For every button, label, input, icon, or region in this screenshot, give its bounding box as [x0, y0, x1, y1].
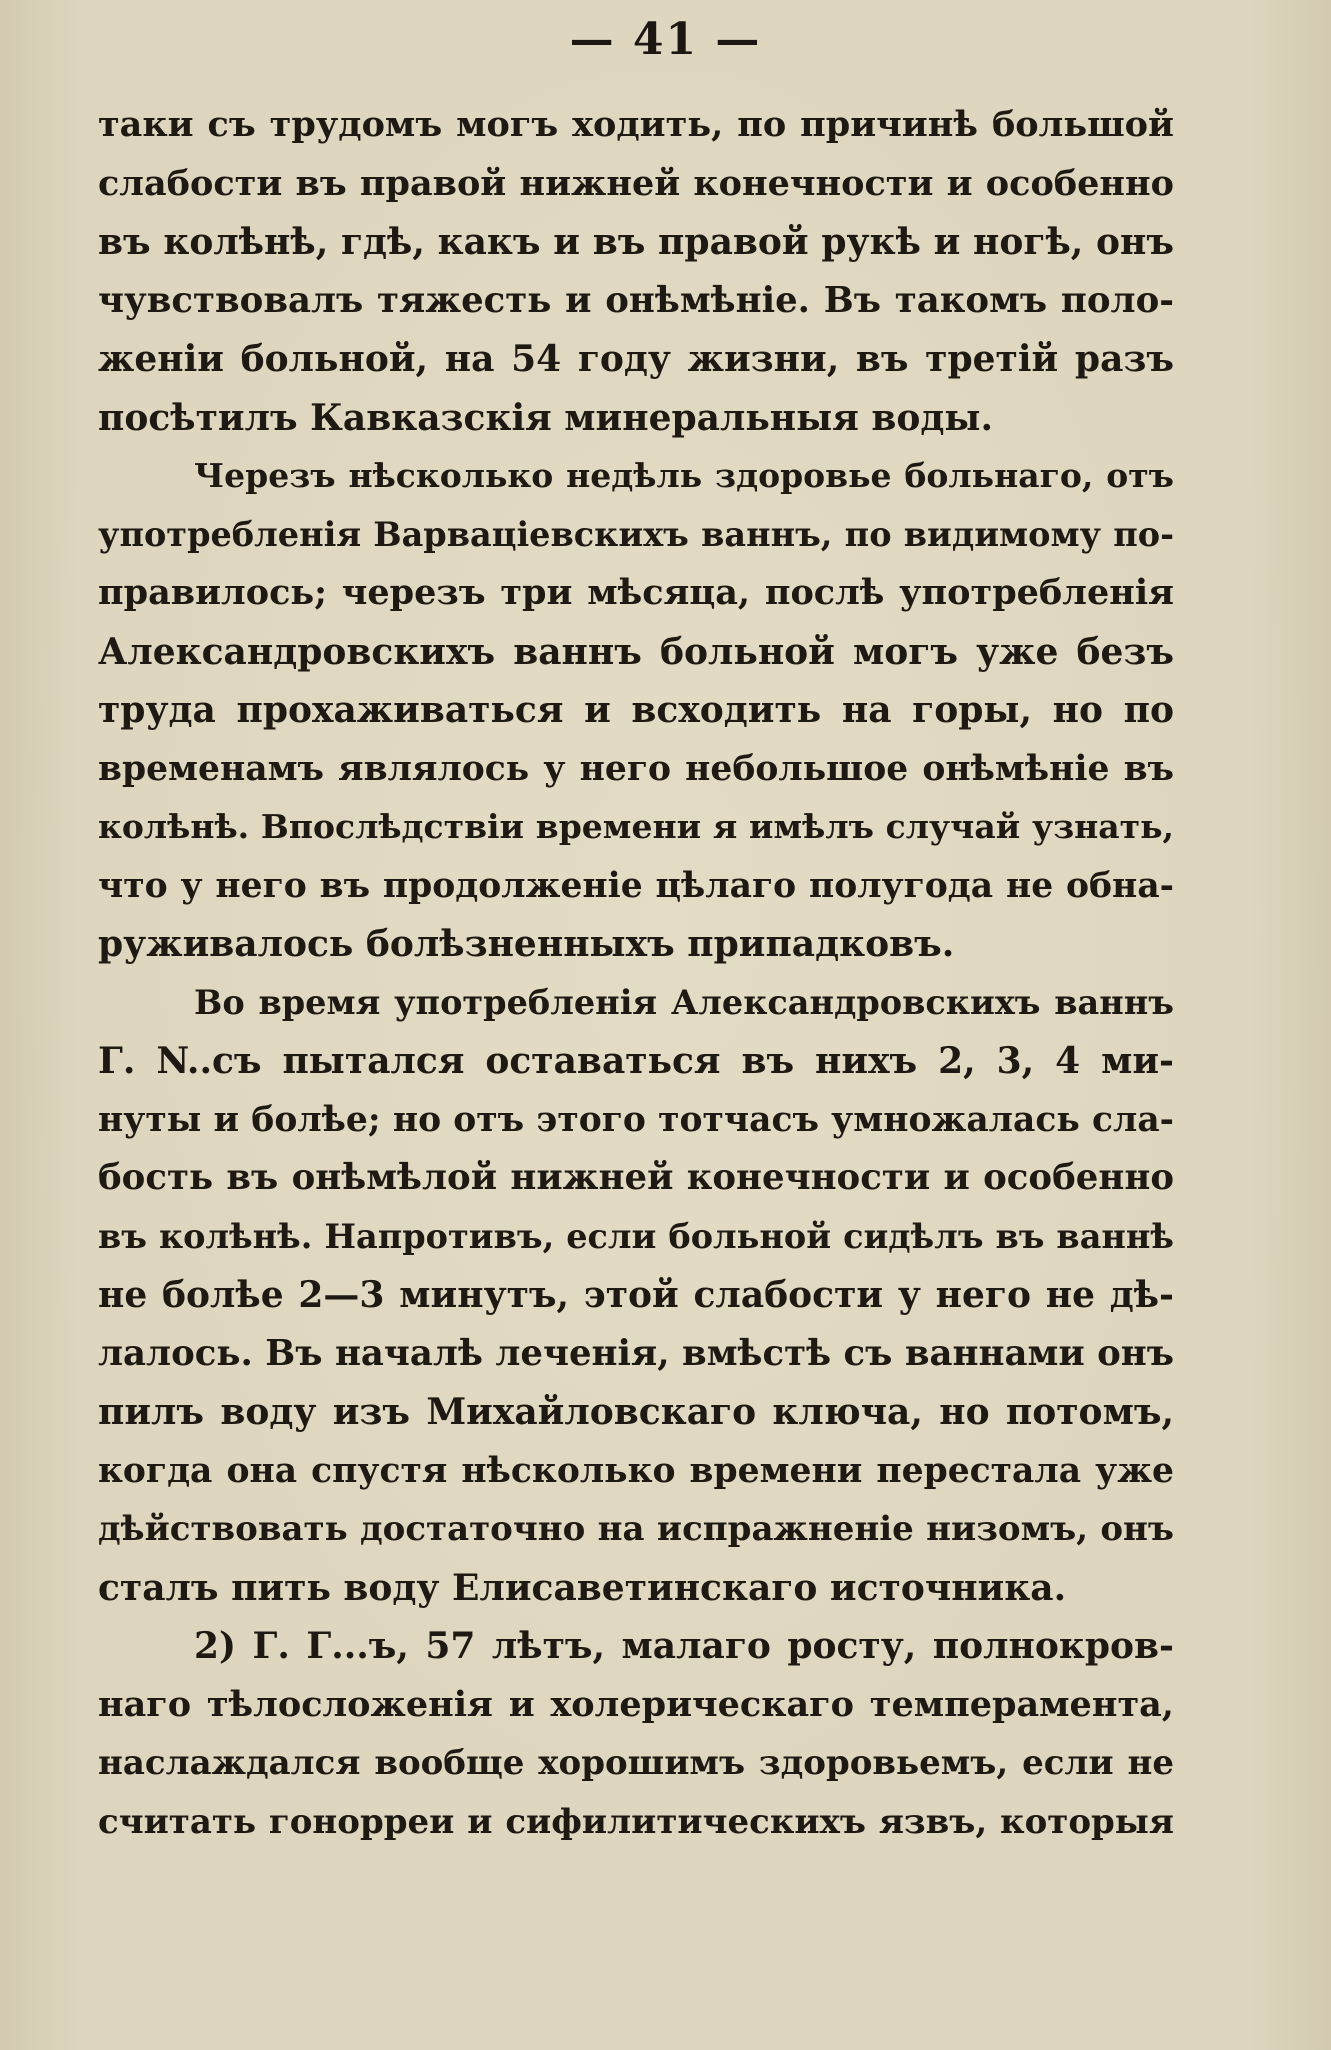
text-line: наслаждался вообще хорошимъ здоровьемъ, если не [98, 1743, 1174, 1783]
text-line: временамъ являлось у него небольшое онѣмѣніе въ [98, 748, 1174, 789]
text-line: 2) Г. Г...ъ, 57 лѣтъ, малаго росту, полнокров- [194, 1625, 1174, 1667]
text-line: руживалось болѣзненныхъ припадковъ. [98, 923, 955, 965]
text-line: Черезъ нѣсколько недѣль здоровье больнаго, отъ [194, 456, 1174, 495]
text-line: когда она спустя нѣсколько времени перестала уже [98, 1450, 1174, 1491]
text-line: слабости въ правой нижней конечности и особенно [98, 162, 1174, 204]
text-line: Г. N..съ пытался оставаться въ нихъ 2, 3, 4 ми- [98, 1040, 1174, 1082]
text-line: нуты и болѣе; но отъ этого тотчасъ умножалась сла- [98, 1099, 1174, 1140]
text-line: не болѣе 2—3 минутъ, этой слабости у него не дѣ- [98, 1274, 1174, 1316]
text-line: употребленія Варваціевскихъ ваннъ, по видимому по- [98, 514, 1174, 554]
text-line: женіи больной, на 54 году жизни, въ третій разъ [98, 338, 1174, 380]
text-line: сталъ пить воду Елисаветинскаго источника. [98, 1566, 1067, 1609]
page-number: — 41 — [569, 14, 762, 65]
text-line: дѣйствовать достаточно на испражненіе низомъ, онъ [98, 1509, 1174, 1549]
text-line: посѣтилъ Кавказскія минеральныя воды. [98, 396, 993, 439]
text-line: правилось; черезъ три мѣсяца, послѣ употребленія [98, 572, 1174, 613]
text-line: что у него въ продолженіе цѣлаго полугода не обна- [98, 865, 1174, 906]
text-line: лалось. Въ началѣ леченія, вмѣстѣ съ ваннами онъ [98, 1332, 1174, 1374]
page-body-text [98, 96, 1174, 1851]
text-line: бость въ онѣмѣлой нижней конечности и особенно [98, 1157, 1174, 1198]
text-line: труда прохаживаться и всходить на горы, но по [98, 689, 1174, 731]
text-line: Александровскихъ ваннъ больной могъ уже безъ [98, 630, 1174, 673]
text-line: чувствовалъ тяжесть и онѣмѣніе. Въ такомъ поло- [98, 279, 1174, 321]
text-line: таки съ трудомъ могъ ходить, по причинѣ большой [98, 104, 1174, 145]
text-line: въ колѣнѣ, гдѣ, какъ и въ правой рукѣ и ногѣ, онъ [98, 221, 1174, 263]
text-line: считать гонорреи и сифилитическихъ язвъ, которыя [98, 1801, 1174, 1842]
text-line: Во время употребленія Александровскихъ ваннъ [194, 982, 1174, 1022]
text-line: колѣнѣ. Впослѣдствіи времени я имѣлъ случай узнать, [98, 807, 1174, 846]
text-line: въ колѣнѣ. Напротивъ, если больной сидѣлъ въ ваннѣ [98, 1216, 1174, 1256]
text-line: пилъ воду изъ Михайловскаго ключа, но потомъ, [98, 1391, 1174, 1433]
text-line: наго тѣлосложенія и холерическаго темперамента, [98, 1683, 1174, 1725]
